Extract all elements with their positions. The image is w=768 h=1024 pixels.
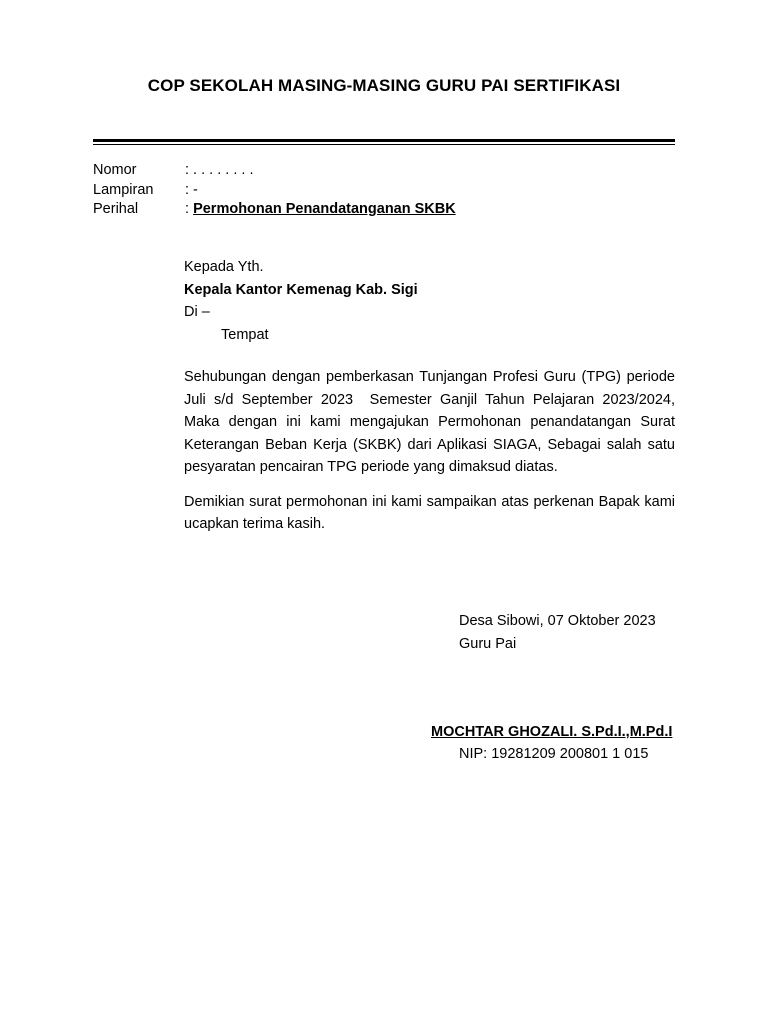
signature-role: Guru Pai (459, 635, 517, 652)
signature-block (459, 610, 656, 655)
meta-row-nomor (93, 161, 456, 181)
body-paragraph-2: Demikian surat permohonan ini kami sampaikan atas perkenan Bapak kami ucapkan terima kasih. (184, 493, 675, 532)
signature-nip: NIP: 19281209 200801 1 015 (459, 746, 649, 762)
letter-meta (93, 161, 456, 220)
signature-place-date: Desa Sibowi, 07 Oktober 2023 (459, 613, 656, 629)
meta-row-lampiran (93, 181, 456, 201)
addressee-recipient: Kepala Kantor Kemenag Kab. Sigi (184, 281, 418, 298)
addressee-block (184, 256, 418, 346)
letterhead-rule-thin (93, 144, 675, 145)
meta-label-lampiran: Lampiran (93, 181, 154, 198)
addressee-di: Di – (184, 304, 210, 320)
body-paragraph-1: Sehubungan dengan pemberkasan Tunjangan Profesi Guru (TPG) periode Juli s/d September 2023 Semester Ganjil Tahun Pelajaran 2023/2024, Maka dengan ini kami mengajukan Permohonan penandatangan Surat Keterangan Beban Kerja (SKBK) dari Aplikasi SIAGA, Sebagai salah satu pesyaratan pencairan TPG periode yang dimaksud diatas. (184, 369, 680, 475)
meta-label-nomor: Nomor (93, 162, 137, 178)
meta-label-perihal: Perihal (93, 201, 139, 217)
meta-colon-perihal: : (185, 201, 194, 217)
meta-row-perihal (93, 200, 456, 220)
addressee-salutation: Kepada Yth. (184, 259, 264, 275)
addressee-tempat: Tempat (221, 326, 269, 343)
signature-name: MOCHTAR GHOZALI. S.Pd.I.,M.Pd.I (431, 724, 673, 740)
letterhead-title: COP SEKOLAH MASING-MASING GURU PAI SERTIFIKASI (147, 76, 621, 95)
meta-value-lampiran: : - (185, 181, 198, 198)
meta-value-perihal: Permohonan Penandatanganan SKBK (193, 201, 456, 217)
letterhead-rule-thick (93, 139, 675, 142)
meta-value-nomor: : . . . . . . . . (185, 162, 254, 178)
letter-body (184, 366, 680, 548)
